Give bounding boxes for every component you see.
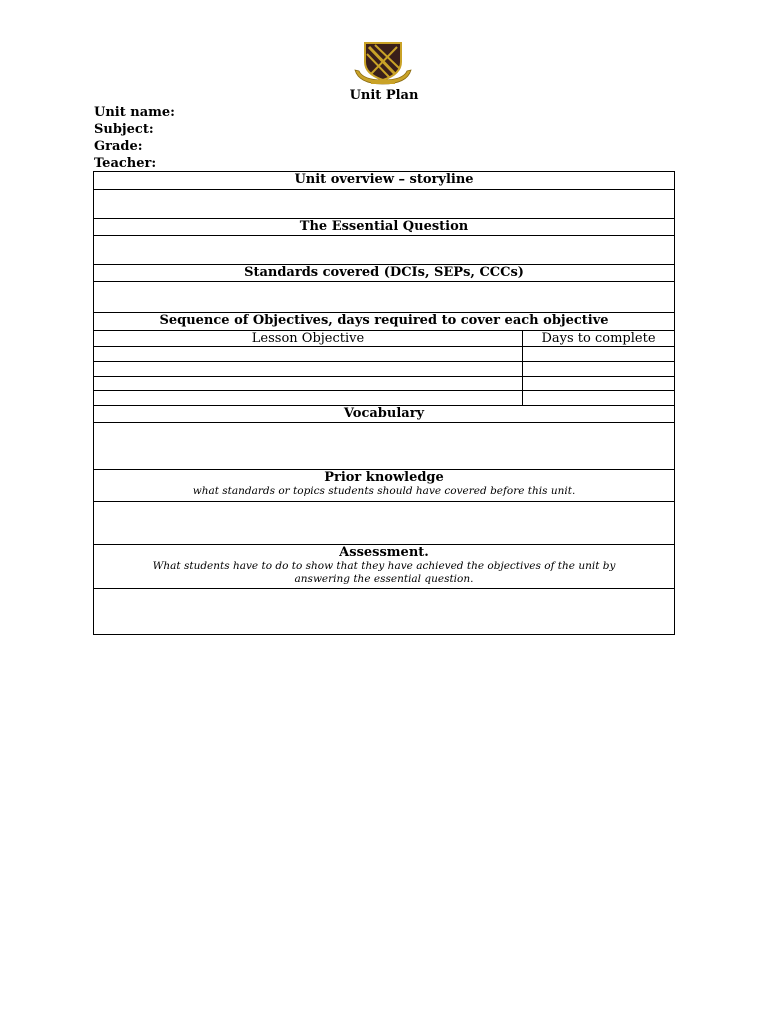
objective-cell[interactable] [94, 362, 523, 377]
unit-name-label: Unit name: [94, 105, 175, 120]
subject-label: Subject: [94, 122, 154, 137]
vocabulary-cell[interactable] [94, 423, 675, 470]
grade-label: Grade: [94, 139, 143, 154]
page-title: Unit Plan [349, 88, 419, 103]
lesson-objective-column-header: Lesson Objective [94, 331, 523, 347]
prior-knowledge-header: Prior knowledge [324, 470, 444, 485]
standards-header: Standards covered (DCIs, SEPs, CCCs) [94, 265, 675, 282]
prior-knowledge-note: what standards or topics students should have covered before this unit. [192, 485, 576, 497]
days-cell[interactable] [523, 377, 675, 391]
unit-plan-table [93, 171, 675, 635]
prior-knowledge-header-cell [94, 470, 675, 502]
assessment-cell[interactable] [94, 589, 675, 635]
overview-header: Unit overview – storyline [94, 172, 675, 190]
objective-cell[interactable] [94, 377, 523, 391]
sequence-header: Sequence of Objectives, days required to cover each objective [94, 313, 675, 331]
assessment-header: Assessment. [339, 545, 429, 560]
essential-question-cell[interactable] [94, 236, 675, 265]
standards-cell[interactable] [94, 282, 675, 313]
days-cell[interactable] [523, 362, 675, 377]
assessment-note: What students have to do to show that they have achieved the objectives of the unit by answering the essential question. [152, 560, 616, 585]
essential-question-header: The Essential Question [94, 219, 675, 236]
vocabulary-header: Vocabulary [94, 406, 675, 423]
school-crest-icon [351, 40, 415, 90]
assessment-header-cell [94, 545, 675, 589]
objective-cell[interactable] [94, 391, 523, 406]
teacher-label: Teacher: [94, 156, 157, 171]
prior-knowledge-cell[interactable] [94, 502, 675, 545]
days-cell[interactable] [523, 391, 675, 406]
objective-cell[interactable] [94, 347, 523, 362]
days-cell[interactable] [523, 347, 675, 362]
days-to-complete-column-header: Days to complete [523, 331, 675, 347]
overview-cell[interactable] [94, 190, 675, 219]
